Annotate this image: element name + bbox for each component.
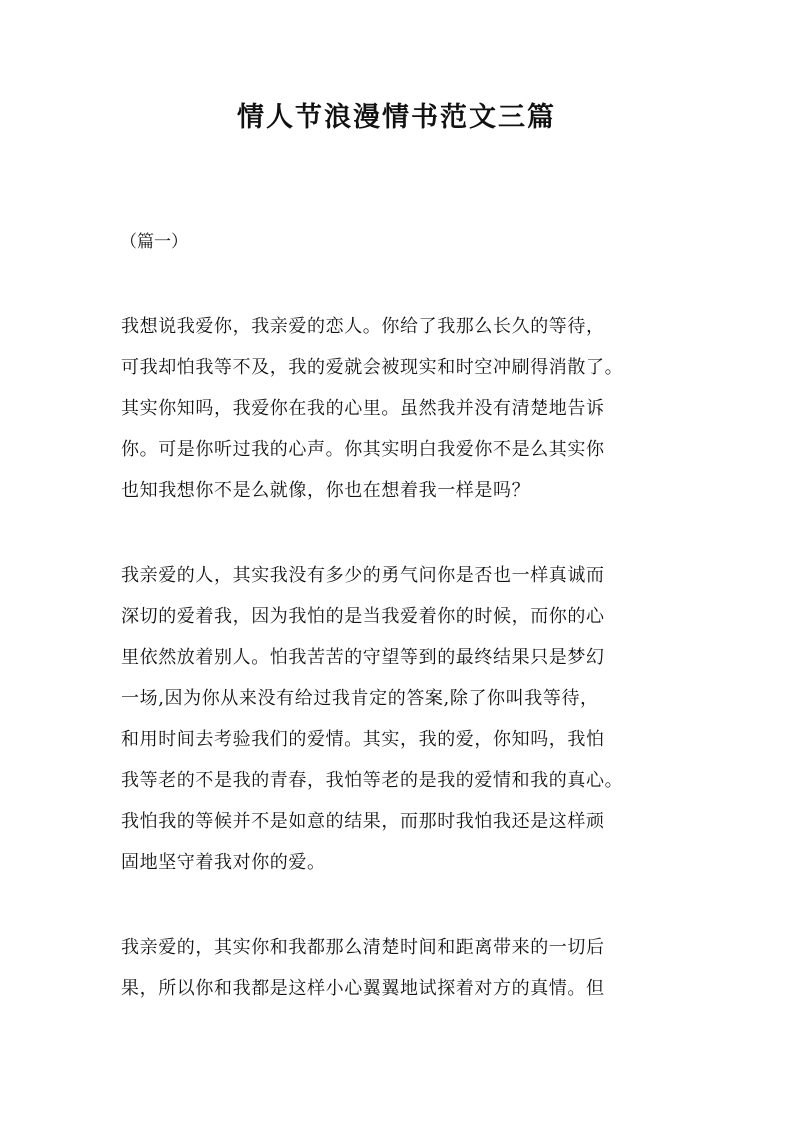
- document-title: 情人节浪漫情书范文三篇: [237, 102, 556, 133]
- paragraph-1-line-3: 其实你知吗，我爱你在我的心里。虽然我并没有清楚地告诉: [121, 398, 605, 419]
- paragraph-3-line-2: 果，所以你和我都是这样小心翼翼地试探着对方的真情。但: [121, 978, 605, 999]
- paragraph-1-line-4: 你。可是你听过我的心声。你其实明白我爱你不是么其实你: [121, 439, 605, 460]
- paragraph-2-line-1: 我亲爱的人，其实我没有多少的勇气问你是否也一样真诚而: [121, 565, 605, 586]
- paragraph-2-line-2: 深切的爱着我，因为我怕的是当我爱着你的时候，而你的心: [121, 606, 605, 627]
- paragraph-1-line-2: 可我却怕我等不及，我的爱就会被现实和时空冲刷得消散了。: [121, 357, 624, 378]
- paragraph-2-line-7: 我怕我的等候并不是如意的结果，而那时我怕我还是这样顽: [121, 811, 605, 832]
- paragraph-2-line-6: 我等老的不是我的青春，我怕等老的是我的爱情和我的真心。: [121, 770, 624, 791]
- paragraph-2-line-5: 和用时间去考验我们的爱情。其实，我的爱，你知吗，我怕: [121, 729, 605, 750]
- paragraph-2-line-8: 固地坚守着我对你的爱。: [121, 852, 326, 873]
- paragraph-1-line-5: 也知我想你不是么就像，你也在想着我一样是吗？: [121, 480, 531, 501]
- paragraph-2-line-4: 一场,因为你从来没有给过我肯定的答案,除了你叫我等待，: [121, 688, 599, 709]
- paragraph-1-line-1: 我想说我爱你，我亲爱的恋人。你给了我那么长久的等待，: [121, 316, 605, 337]
- section-heading: （篇一）: [120, 232, 188, 252]
- paragraph-3-line-1: 我亲爱的，其实你和我都那么清楚时间和距离带来的一切后: [121, 937, 605, 958]
- paragraph-2-line-3: 里依然放着别人。怕我苦苦的守望等到的最终结果只是梦幻: [121, 647, 605, 668]
